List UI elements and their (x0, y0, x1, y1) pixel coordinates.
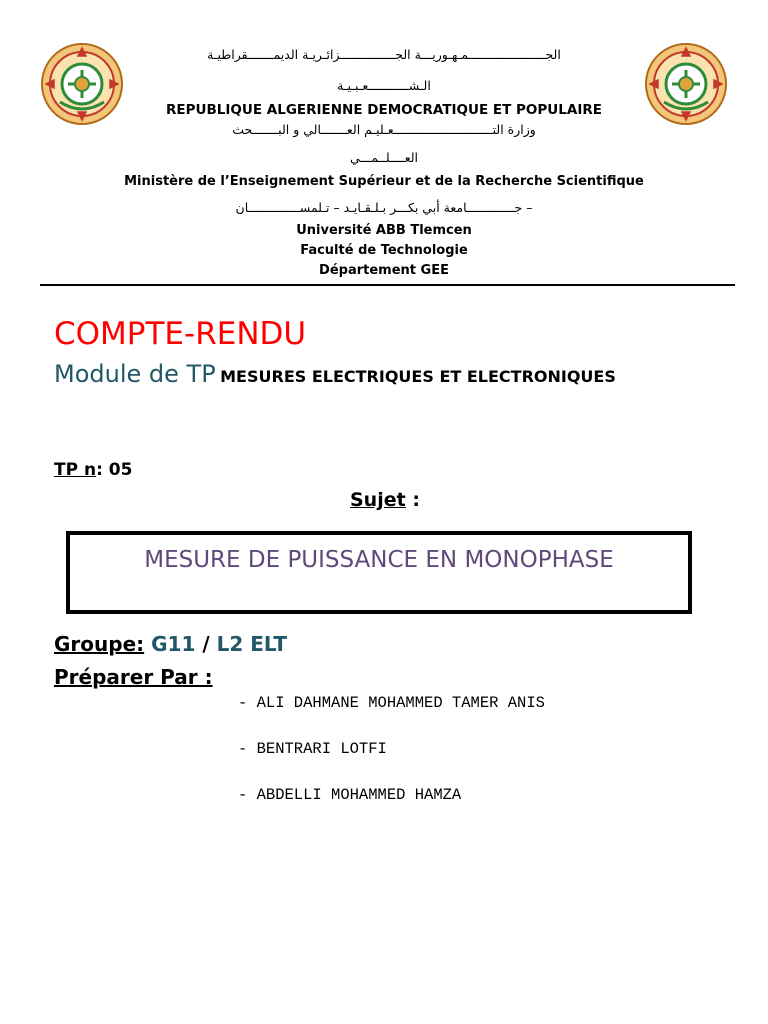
subject-separator: : (405, 489, 420, 511)
header-arabic-popular: الـشـــــــــــعـبـيـة (337, 78, 431, 93)
tp-number-line (54, 460, 132, 480)
header-divider (40, 284, 735, 286)
subject-box (66, 531, 692, 614)
header-republic: REPUBLIQUE ALGERIENNE DEMOCRATIQUE ET POPULAIRE (166, 102, 602, 118)
header-department: Département GEE (319, 263, 449, 278)
tp-separator: : (96, 460, 109, 480)
header-arabic-university: – جـــــــــــــامعة أبي بكـــر بـلـقـايـد – تـلمســــــــــــــان (235, 200, 533, 215)
group-label: Groupe: (54, 632, 145, 656)
group-line (54, 632, 287, 656)
tp-label: TP n (54, 460, 97, 480)
member-item: - ALI DAHMANE MOHAMMED TAMER ANIS (238, 694, 545, 712)
module-name: MESURES ELECTRIQUES ET ELECTRONIQUES (220, 367, 616, 386)
subject-label: Sujet (350, 489, 406, 511)
header-arabic-ministry: وزارة التـــــــــــــــــــــــــــعـليـم العـــــــالي و البـــــــحث (232, 122, 536, 137)
header-ministry: Ministère de l’Enseignement Supérieur et de la Recherche Scientifique (124, 174, 644, 189)
prepared-by-heading (54, 665, 213, 689)
tp-number: 05 (108, 460, 133, 480)
member-item: - ABDELLI MOHAMMED HAMZA (238, 786, 462, 804)
member-item: - BENTRARI LOTFI (238, 740, 387, 758)
subject-heading (350, 489, 420, 511)
header-arabic-scientific: العــــلــمـــي (349, 150, 419, 165)
header-university: Université ABB Tlemcen (296, 223, 472, 238)
module-label: Module de TP (54, 360, 216, 388)
group-separator: / (195, 632, 217, 656)
header-faculty: Faculté de Technologie (300, 243, 468, 258)
group-value: G11 (151, 632, 196, 656)
level-value: L2 ELT (216, 632, 287, 656)
subject-text: MESURE DE PUISSANCE EN MONOPHASE (144, 547, 614, 573)
prepared-by-label: Préparer Par : (54, 665, 213, 689)
report-title: COMPTE-RENDU (54, 316, 307, 352)
module-line (54, 360, 616, 388)
header-arabic-republic: الجـــــــــــــــــــــمـهـوريـــة الجـــــــــــــــزائـريـة الديمـــــــقراطيـة (207, 47, 561, 62)
